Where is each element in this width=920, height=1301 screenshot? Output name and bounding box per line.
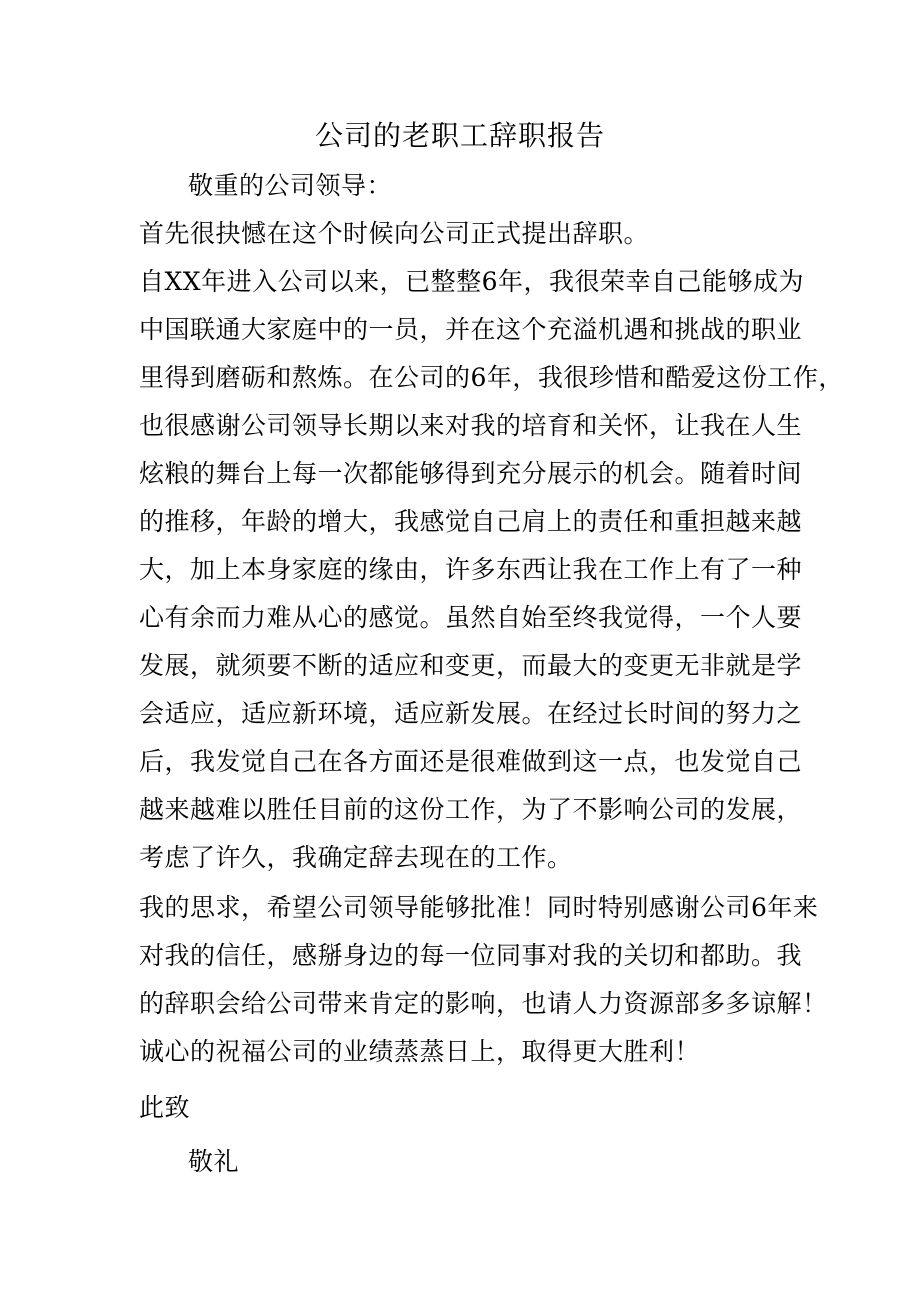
body-line: 也很感谢公司领导长期以来对我的培育和关怀，让我在人生 <box>139 411 803 440</box>
body-line: 后，我发觉自己在各方面还是很难做到这一点，也发觉自己 <box>139 747 803 776</box>
closing-salute: 敬礼 <box>188 1147 240 1176</box>
body-line: 自XX年进入公司以来，已整整6年，我很荣幸自己能够成为 <box>139 267 805 296</box>
body-line: 诚心的祝福公司的业绩蒸蒸日上，取得更大胜利！ <box>139 1037 701 1066</box>
body-line: 发展，就须要不断的适应和变更，而最大的变更无非就是学 <box>139 651 803 680</box>
body-line: 对我的信任，感掰身边的每一位同事对我的关切和都助。我 <box>139 941 803 970</box>
body-line: 心有余而力难从心的感觉。虽然自始至终我觉得，一个人要 <box>139 603 803 632</box>
body-line: 的推移，年龄的增大，我感觉自己肩上的责任和重担越来越 <box>139 507 803 536</box>
body-line: 越来越难以胜任目前的这份工作，为了不影响公司的发展， <box>139 795 803 824</box>
closing-phrase: 此致 <box>139 1093 191 1122</box>
document-title: 公司的老职工辞职报告 <box>314 119 605 152</box>
body-line: 考虑了许久，我确定辞去现在的工作。 <box>139 843 573 872</box>
body-line: 炫粮的舞台上每一次都能够得到充分展示的机会。随着时间 <box>139 459 803 488</box>
body-line: 里得到磨砺和熬炼。在公司的6年，我很珍惜和酷爱这份工作， <box>139 363 844 392</box>
body-line: 大，加上本身家庭的缘由，许多东西让我在工作上有了一种 <box>139 555 803 584</box>
body-line: 的辞职会给公司带来肯定的影响，也请人力资源部多多谅解！ <box>139 989 828 1018</box>
body-line: 会适应，适应新环境，适应新发展。在经过长时间的努力之 <box>139 699 803 728</box>
salutation: 敬重的公司领导： <box>188 171 393 200</box>
body-line: 中国联通大家庭中的一员，并在这个充溢机遇和挑战的职业 <box>139 315 803 344</box>
body-line: 首先很抉憾在这个时候向公司正式提出辞职。 <box>139 219 650 248</box>
body-line: 我的思求，希望公司领导能够批准！同时特别感谢公司6年来 <box>139 893 819 922</box>
